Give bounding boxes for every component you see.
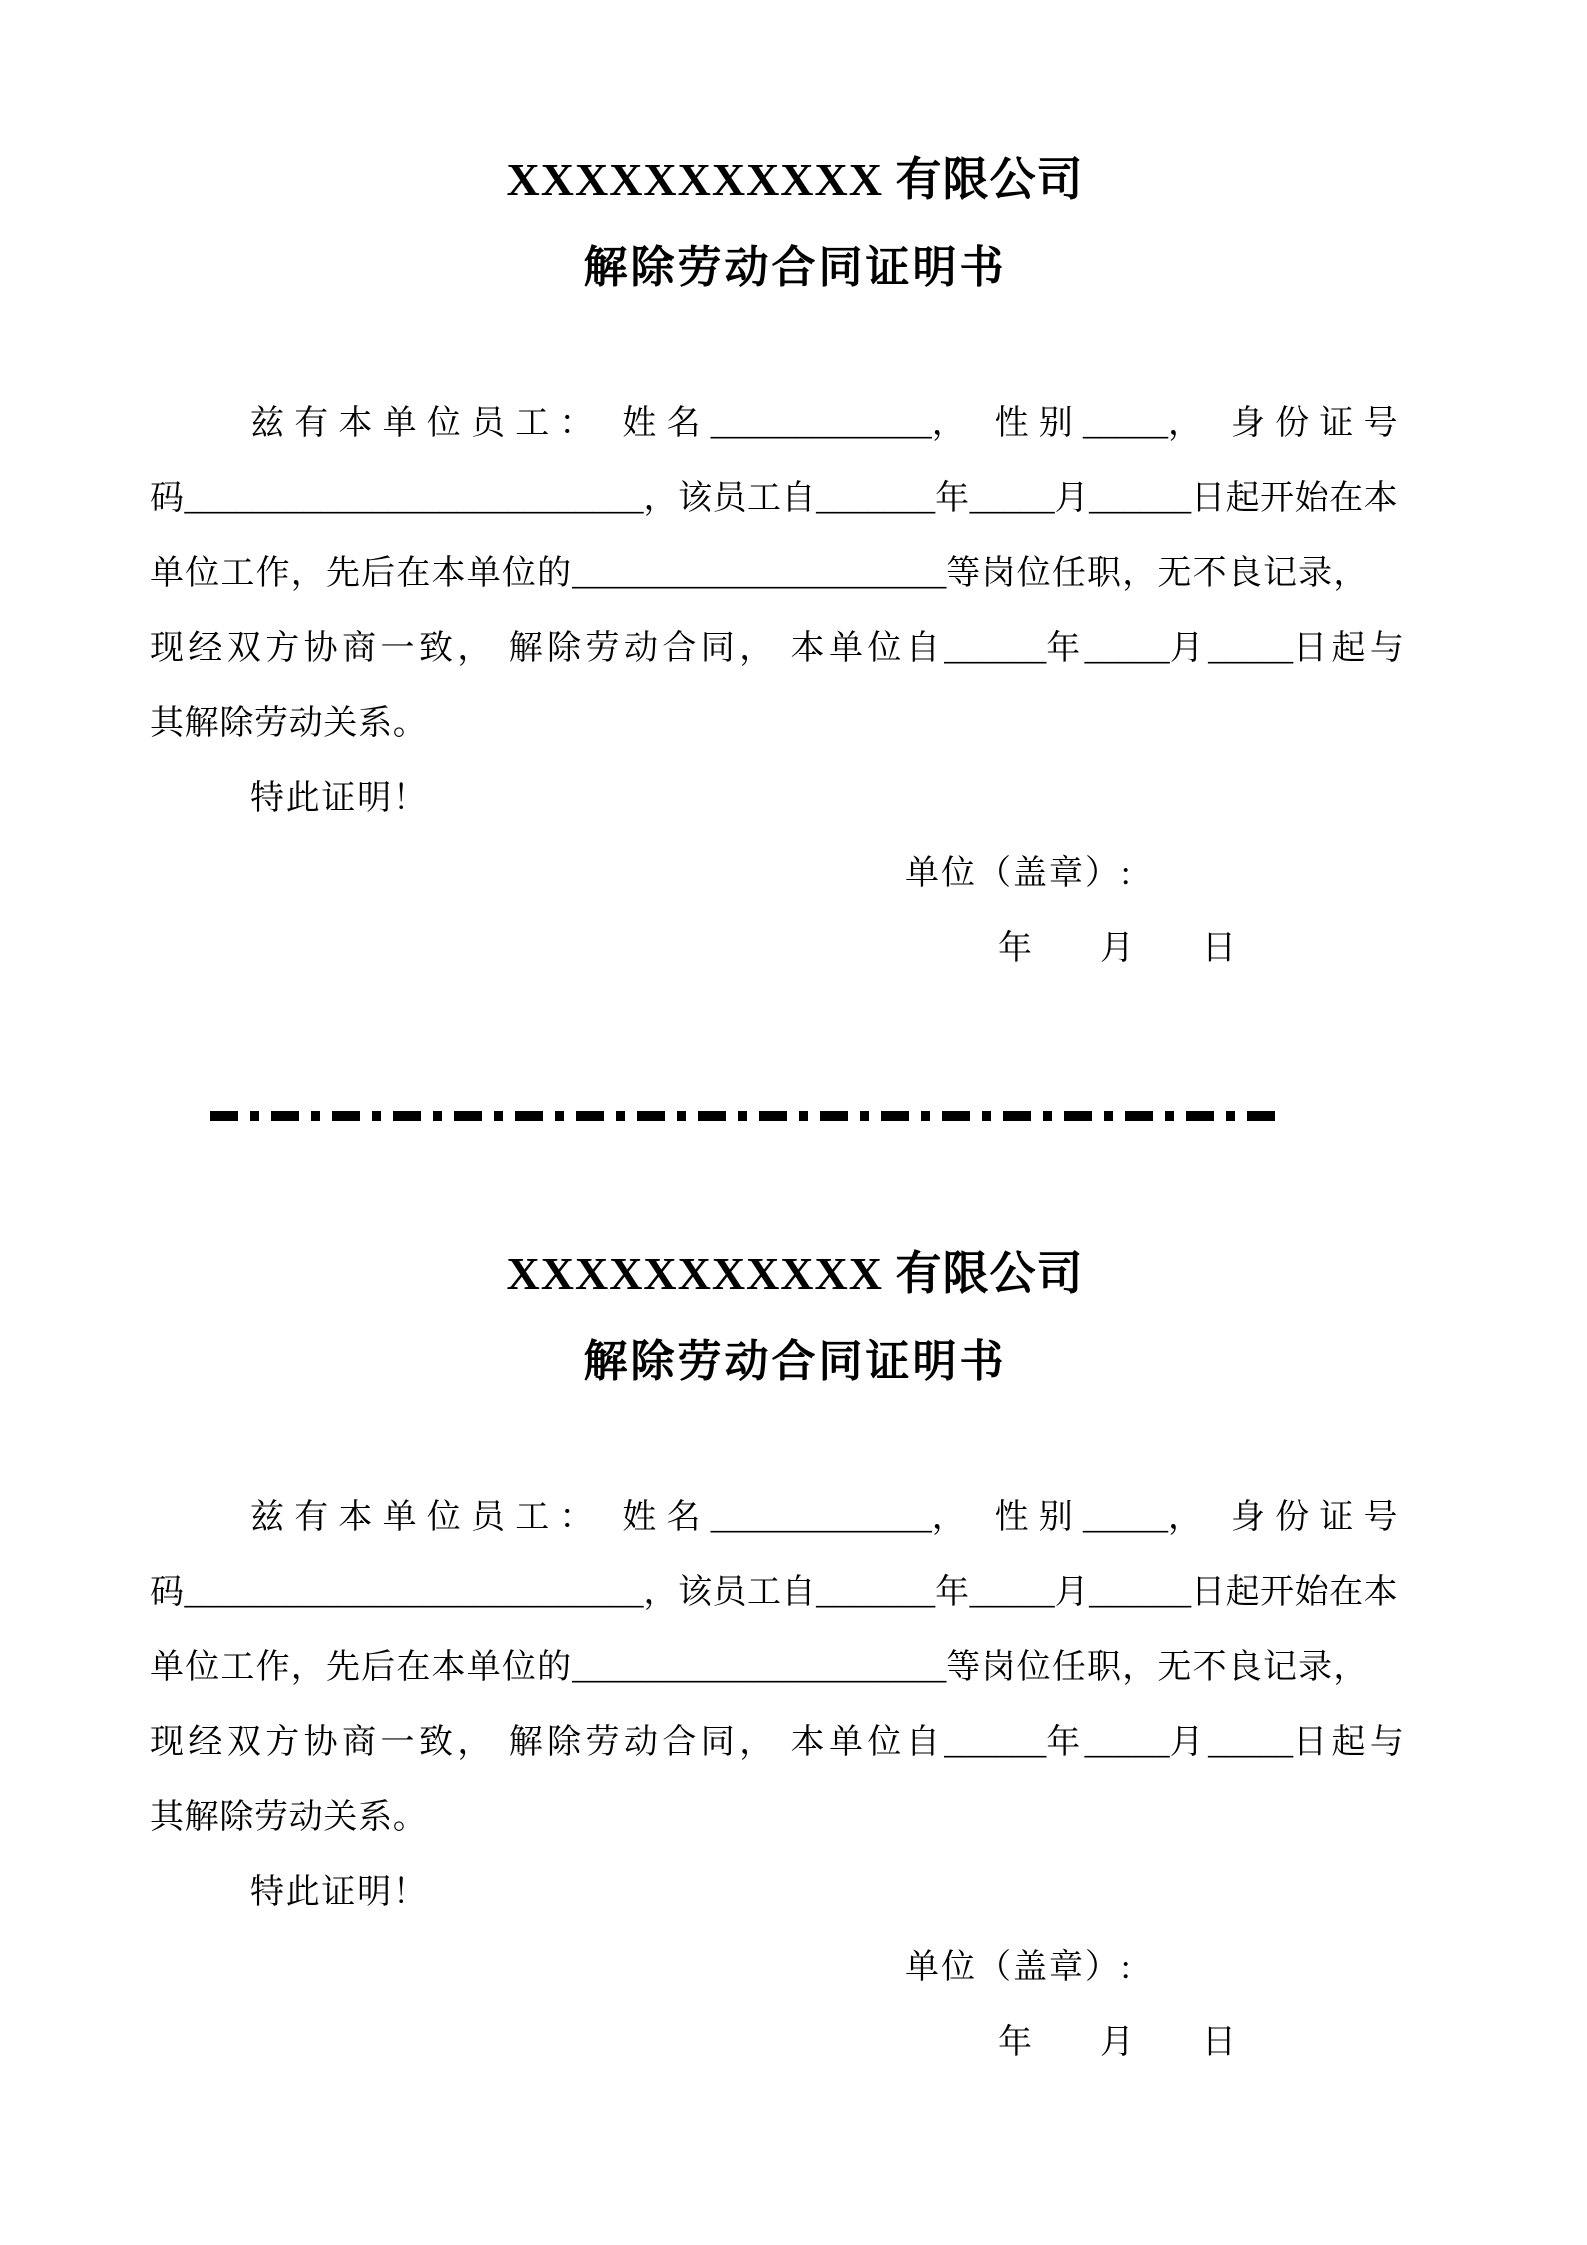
seal-label: 单位（盖章）: bbox=[905, 855, 1133, 892]
body-line: 兹有本单位员工： 姓名_____________， 性别_____， 身份证号 bbox=[250, 405, 1408, 442]
document-title: 解除劳动合同证明书 bbox=[583, 243, 1007, 292]
body-line: 其解除劳动关系。 bbox=[150, 1799, 428, 1836]
date-line: 年 月 日 bbox=[998, 2024, 1236, 2061]
cut-line-separator bbox=[210, 1111, 1285, 1121]
body-line: 单位工作，先后在本单位的______________________等岗位任职，无不良记录， bbox=[150, 1649, 1369, 1686]
certificate-body bbox=[150, 1480, 1440, 2080]
body-line: 码___________________________，该员工自_______年_____月______日起开始在本 bbox=[150, 480, 1399, 517]
body-line: 兹有本单位员工： 姓名_____________， 性别_____， 身份证号 bbox=[250, 1499, 1408, 1536]
certificate-body bbox=[150, 386, 1440, 986]
date-line: 年 月 日 bbox=[998, 930, 1236, 967]
body-line: 现经双方协商一致， 解除劳动合同， 本单位自______年_____月_____日起与 bbox=[150, 630, 1409, 667]
body-line: 现经双方协商一致， 解除劳动合同， 本单位自______年_____月_____日起与 bbox=[150, 1724, 1409, 1761]
body-line: 码___________________________，该员工自_______年_____月______日起开始在本 bbox=[150, 1574, 1399, 1611]
certificate-copy-1 bbox=[150, 150, 1440, 986]
company-title: XXXXXXXXXXX 有限公司 bbox=[506, 154, 1084, 205]
document-title: 解除劳动合同证明书 bbox=[583, 1337, 1007, 1386]
closing-statement: 特此证明！ bbox=[250, 780, 429, 817]
body-line: 单位工作，先后在本单位的______________________等岗位任职，无不良记录， bbox=[150, 555, 1369, 592]
company-title: XXXXXXXXXXX 有限公司 bbox=[506, 1248, 1084, 1299]
certificate-copy-2 bbox=[150, 1244, 1440, 2080]
seal-label: 单位（盖章）: bbox=[905, 1949, 1133, 1986]
body-line: 其解除劳动关系。 bbox=[150, 705, 428, 742]
closing-statement: 特此证明！ bbox=[250, 1874, 429, 1911]
